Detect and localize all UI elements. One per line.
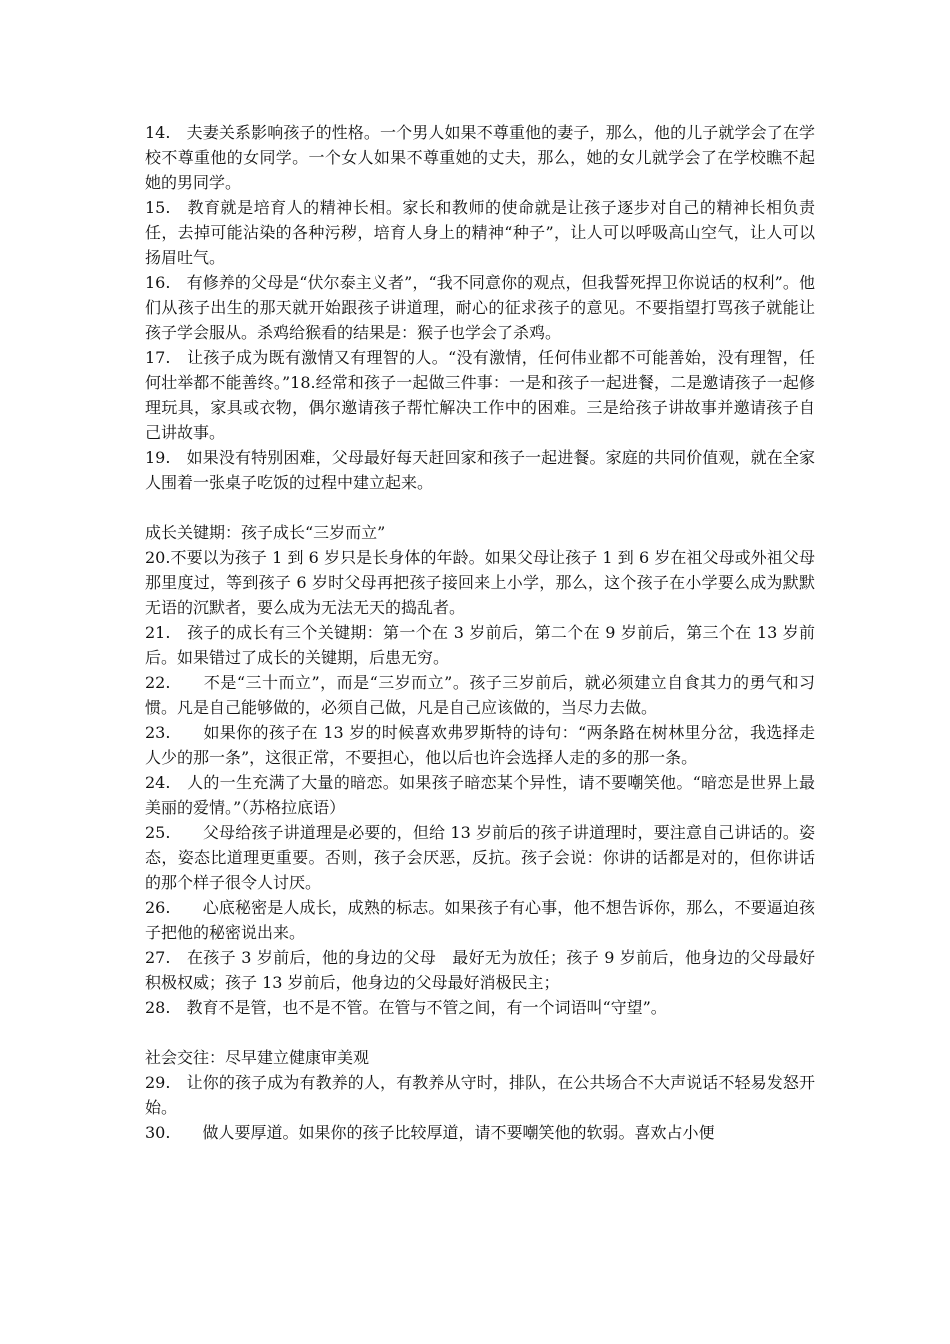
document-page [145,120,815,1145]
paragraph-19: 19. 如果没有特别困难，父母最好每天赶回家和孩子一起进餐。家庭的共同价值观，就在全家人围着一张桌子吃饭的过程中建立起来。 [145,448,815,492]
paragraph-17-18: 17. 让孩子成为既有激情又有理智的人。“没有激情，任何伟业都不可能善始，没有理智，任何壮举都不能善终。”18.经常和孩子一起做三件事：一是和孩子一起进餐，二是邀请孩子一起修理玩具，家具或衣物，偶尔邀请孩子帮忙解决工作中的困难。三是给孩子讲故事并邀请孩子自己讲故事。 [145,348,815,442]
paragraph-14: 14. 夫妻关系影响孩子的性格。一个男人如果不尊重他的妻子，那么，他的儿子就学会了在学校不尊重他的女同学。一个女人如果不尊重她的丈夫，那么，她的女儿就学会了在学校瞧不起她的男同学。 [145,123,815,192]
section-heading-growth: 成长关键期：孩子成长“三岁而立” [145,523,386,542]
paragraph-26: 26. 心底秘密是人成长，成熟的标志。如果孩子有心事，他不想告诉你，那么，不要逼迫孩子把他的秘密说出来。 [145,898,815,942]
paragraph-16: 16. 有修养的父母是“伏尔泰主义者”，“我不同意你的观点，但我誓死捍卫你说话的权利”。他们从孩子出生的那天就开始跟孩子讲道理，耐心的征求孩子的意见。不要指望打骂孩子就能让孩子学会服从。杀鸡给猴看的结果是：猴子也学会了杀鸡。 [145,273,815,342]
paragraph-24: 24. 人的一生充满了大量的暗恋。如果孩子暗恋某个异性，请不要嘲笑他。“暗恋是世界上最美丽的爱情。”（苏格拉底语） [145,773,815,817]
paragraph-30: 30. 做人要厚道。如果你的孩子比较厚道，请不要嘲笑他的软弱。喜欢占小便 [145,1123,715,1142]
paragraph-25: 25. 父母给孩子讲道理是必要的，但给 13 岁前后的孩子讲道理时，要注意自己讲话的。姿态，姿态比道理更重要。否则，孩子会厌恶，反抗。孩子会说：你讲的话都是对的，但你讲话的那个样子很令人讨厌。 [145,823,815,892]
paragraph-23: 23. 如果你的孩子在 13 岁的时候喜欢弗罗斯特的诗句：“两条路在树林里分岔，我选择走人少的那一条”，这很正常，不要担心，他以后也许会选择人走的多的那一条。 [145,723,815,767]
paragraph-15: 15. 教育就是培育人的精神长相。家长和教师的使命就是让孩子逐步对自己的精神长相负责任，去掉可能沾染的各种污秽，培育人身上的精神“种子”，让人可以呼吸高山空气，让人可以扬眉吐气。 [145,198,815,267]
paragraph-20: 20.不要以为孩子 1 到 6 岁只是长身体的年龄。如果父母让孩子 1 到 6 岁在祖父母或外祖父母那里度过，等到孩子 6 岁时父母再把孩子接回来上小学，那么，这个孩子在小学要么成为默默无语的沉默者，要么成为无法无天的捣乱者。 [145,548,815,617]
paragraph-22: 22. 不是“三十而立”，而是“三岁而立”。孩子三岁前后，就必须建立自食其力的勇气和习惯。凡是自己能够做的，必须自己做，凡是自己应该做的，当尽力去做。 [145,673,815,717]
paragraph-21: 21. 孩子的成长有三个关键期：第一个在 3 岁前后，第二个在 9 岁前后，第三个在 13 岁前后。如果错过了成长的关键期，后患无穷。 [145,623,815,667]
section-heading-social: 社会交往：尽早建立健康审美观 [145,1048,370,1067]
paragraph-29: 29. 让你的孩子成为有教养的人，有教养从守时，排队，在公共场合不大声说话不轻易发怒开始。 [145,1073,815,1117]
paragraph-27: 27. 在孩子 3 岁前后，他的身边的父母 最好无为放任；孩子 9 岁前后，他身边的父母最好积极权威；孩子 13 岁前后，他身边的父母最好消极民主； [145,948,815,992]
paragraph-28: 28. 教育不是管，也不是不管。在管与不管之间，有一个词语叫“守望”。 [145,998,667,1017]
